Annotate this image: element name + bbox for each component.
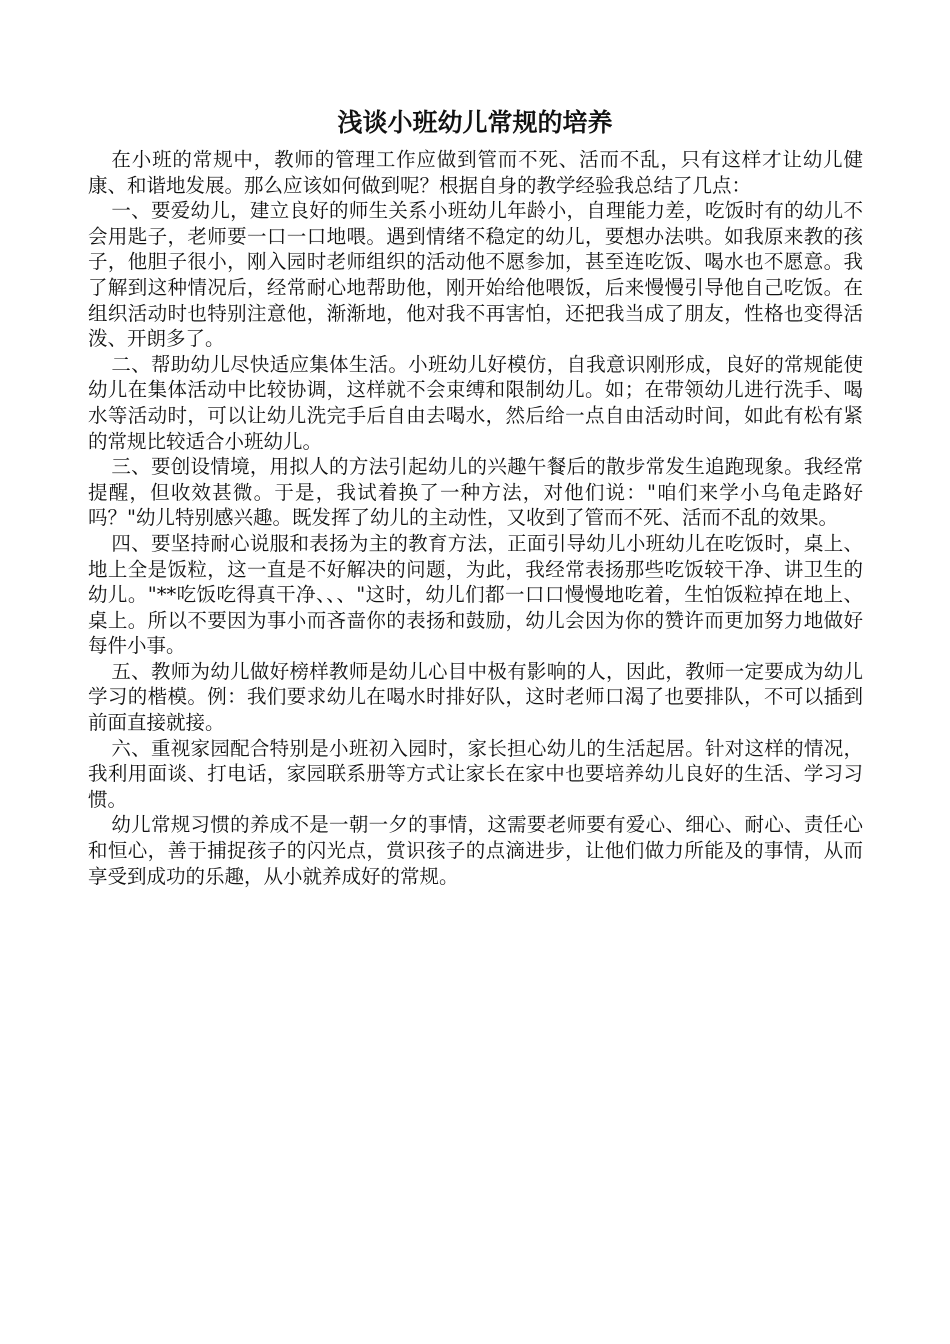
document-title: 浅谈小班幼儿常规的培养 [337,108,613,137]
paragraph-section-2: 二、帮助幼儿尽快适应集体生活。小班幼儿好模仿，自我意识刚形成，良好的常规能使幼儿在集体活动中比较协调，这样就不会束缚和限制幼儿。如；在带领幼儿进行洗手、喝水等活动时，可以让幼儿洗完手后自由去喝水，然后给一点自由活动时间，如此有松有紧的常规比较适合小班幼儿。 [88,352,863,453]
paragraph-conclusion: 幼儿常规习惯的养成不是一朝一夕的事情，这需要老师要有爱心、细心、耐心、责任心和恒心，善于捕捉孩子的闪光点，赏识孩子的点滴进步，让他们做力所能及的事情，从而享受到成功的乐趣，从小就养成好的常规。 [88,813,863,888]
paragraph-section-4: 四、要坚持耐心说服和表扬为主的教育方法，正面引导幼儿小班幼儿在吃饭时，桌上、地上全是饭粒，这一直是不好解决的问题，为此，我经常表扬那些吃饭较干净、讲卫生的幼儿。"**吃饭吃得真干净、、、"这时，幼儿们都一口口慢慢地吃着，生怕饭粒掉在地上、桌上。所以不要因为事小而吝啬你的表扬和鼓励，幼儿会因为你的赞许而更加努力地做好每件小事。 [88,531,863,658]
paragraph-section-1: 一、要爱幼儿，建立良好的师生关系小班幼儿年龄小，自理能力差，吃饭时有的幼儿不会用匙子，老师要一口一口地喂。遇到情绪不稳定的幼儿，要想办法哄。如我原来教的孩子，他胆子很小，刚入园时老师组织的活动他不愿参加，甚至连吃饭、喝水也不愿意。我了解到这种情况后，经常耐心地帮助他，刚开始给他喂饭，后来慢慢引导他自己吃饭。在组织活动时也特别注意他，渐渐地，他对我不再害怕，还把我当成了朋友，性格也变得活泼、开朗多了。 [88,199,863,351]
document-body [88,147,863,889]
paragraph-section-3: 三、要创设情境，用拟人的方法引起幼儿的兴趣午餐后的散步常发生追跑现象。我经常提醒，但收效甚微。于是，我试着换了一种方法，对他们说："咱们来学小乌龟走路好吗？"幼儿特别感兴趣。既发挥了幼儿的主动性，又收到了管而不死、活而不乱的效果。 [88,455,863,530]
paragraph-section-6: 六、重视家园配合特别是小班初入园时，家长担心幼儿的生活起居。针对这样的情况，我利用面谈、打电话，家园联系册等方式让家长在家中也要培养幼儿良好的生活、学习习惯。 [88,736,863,811]
paragraph-section-5: 五、教师为幼儿做好榜样教师是幼儿心目中极有影响的人，因此，教师一定要成为幼儿学习的楷模。例：我们要求幼儿在喝水时排好队，这时老师口渴了也要排队，不可以插到前面直接就接。 [88,659,863,735]
paragraph-intro: 在小班的常规中，教师的管理工作应做到管而不死、活而不乱，只有这样才让幼儿健康、和谐地发展。那么应该如何做到呢？根据自身的教学经验我总结了几点： [88,148,863,197]
